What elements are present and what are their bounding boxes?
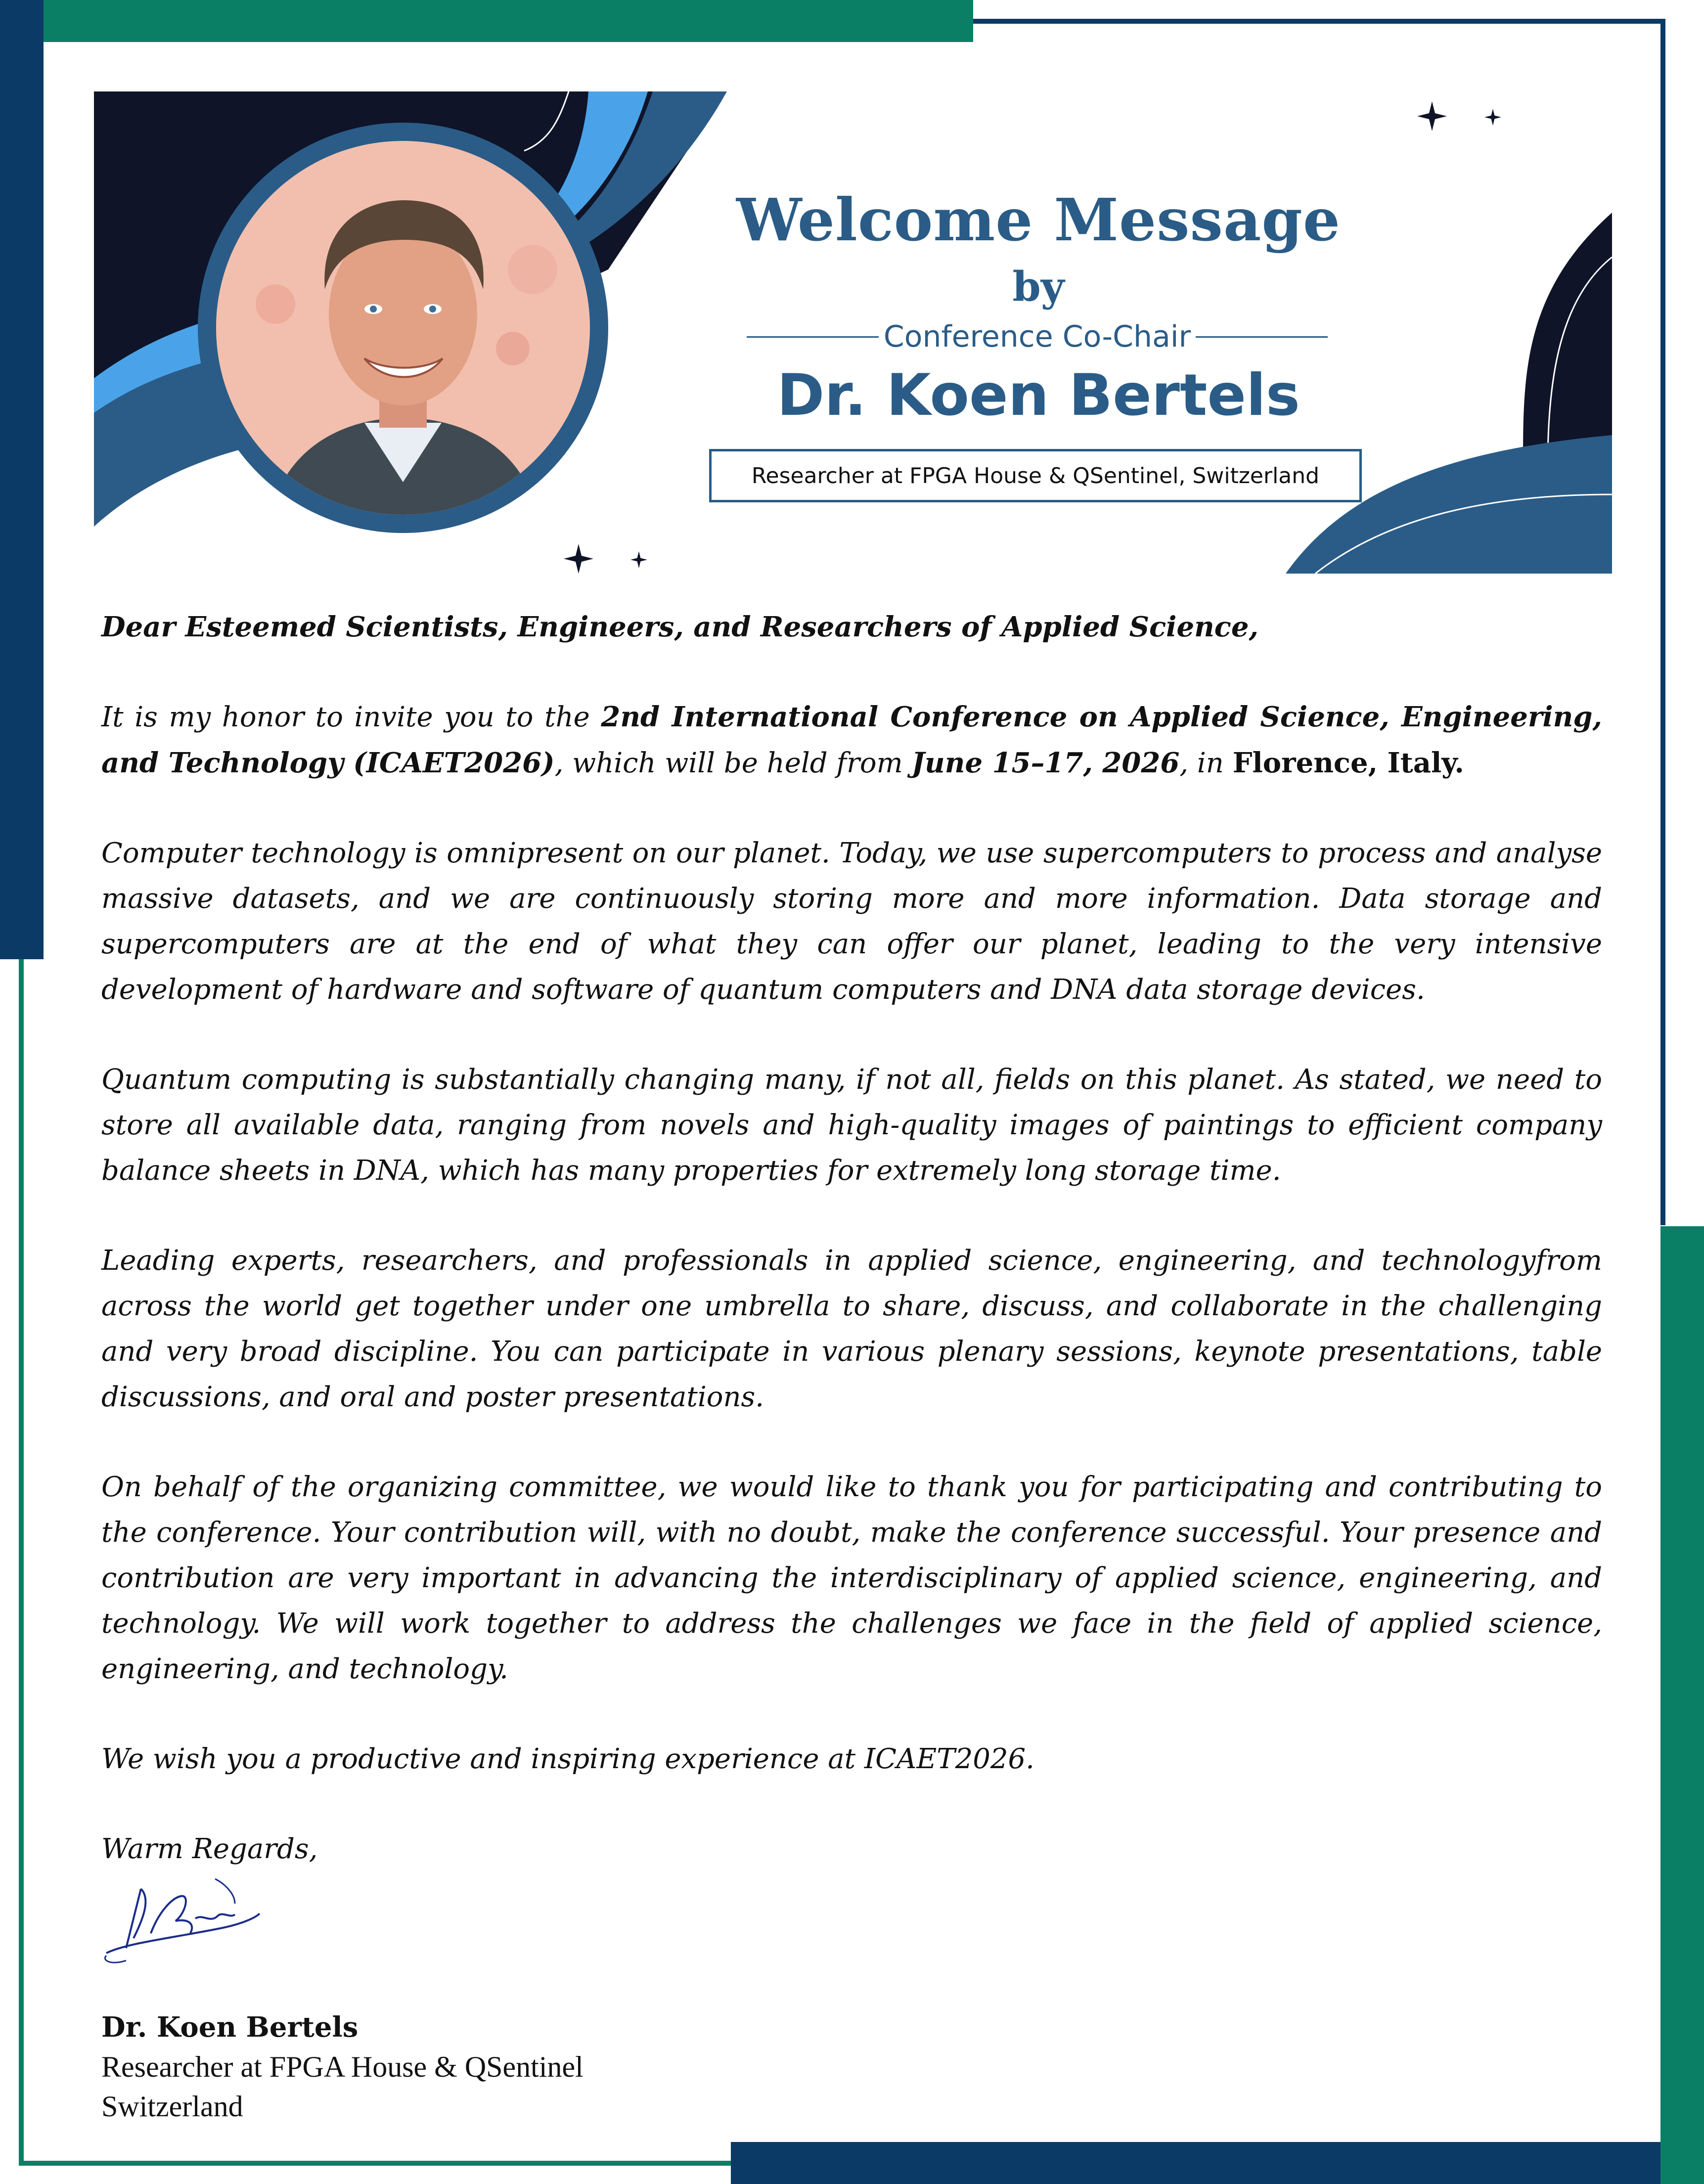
sparkle-icon-small xyxy=(630,551,647,568)
left-navy-bar xyxy=(0,0,44,959)
role-row xyxy=(747,315,1328,358)
page-title: Welcome Message xyxy=(736,185,1341,254)
p1-text-a: It is my honor to invite you to the xyxy=(101,701,601,733)
p1-text-c: , in xyxy=(1179,747,1233,779)
paragraph-2: Computer technology is omnipresent on our planet. Today, we use supercomputers to process and analyse massive datasets, and we are continuously storing more and more information. Data storage and supercomputers are at the end of what they can offer our planet, leading to the very intensive development of hardware and software of quantum computers and DNA data storage devices. xyxy=(101,837,1602,1006)
signoff-affiliation: Researcher at FPGA House & QSentinel xyxy=(101,2050,583,2083)
title-by: by xyxy=(1012,263,1065,311)
affiliation-box xyxy=(709,449,1362,502)
speaker-photo xyxy=(216,141,590,515)
divider-left xyxy=(747,336,879,338)
top-left-teal-bar xyxy=(0,0,973,42)
closing: Warm Regards, xyxy=(101,1833,318,1865)
speaker-name: Dr. Koen Bertels xyxy=(777,362,1300,429)
p1-text-b: , which will be held from xyxy=(554,747,912,779)
paragraph-3: Quantum computing is substantially changing many, if not all, fields on this planet. As stated, we need to store all available data, ranging from novels and high-quality images of paintings to efficient company balance sheets in DNA, which has many properties for extremely long storage time. xyxy=(101,1064,1602,1187)
navy-wave xyxy=(1523,213,1612,465)
conference-name: 2nd International Conference on Applied Science, Engineering, and Technology (ICAET2026) xyxy=(101,701,1602,779)
paragraph-5: On behalf of the organizing committee, we would like to thank you for participating and contributing to the conference. Your contribution will, with no doubt, make the conference successful. Your presence and contribution are very important in advancing the interdisciplinary of applied science, engineering, and technology. We will work together to address the challenges we face in the field of applied science, engineering, and technology. xyxy=(101,1471,1602,1685)
bottom-navy-bar xyxy=(731,2142,1660,2184)
role-label: Conference Co-Chair xyxy=(883,319,1191,354)
conference-place: Florence, Italy. xyxy=(1232,747,1464,779)
sparkle-icon xyxy=(1417,101,1447,131)
paragraph-6: We wish you a productive and inspiring experience at ICAET2026. xyxy=(101,1743,1034,1775)
letter-body xyxy=(101,604,1602,1912)
sparkle-icon-small xyxy=(1484,109,1501,126)
portrait-illustration xyxy=(216,141,590,515)
signoff-name: Dr. Koen Bertels xyxy=(101,2011,359,2044)
greeting: Dear Esteemed Scientists, Engineers, and Researchers of Applied Science, xyxy=(101,611,1259,643)
paragraph-4: Leading experts, researchers, and professionals in applied science, engineering, and technologyfrom across the world get together under one umbrella to share, discuss, and collaborate in the challenging and very broad discipline. You can participate in various plenary sessions, keynote presentations, table discussions, and oral and poster presentations. xyxy=(101,1245,1602,1413)
signature-image xyxy=(96,1869,265,1968)
signoff-block xyxy=(101,2007,794,2126)
conference-dates: June 15–17, 2026 xyxy=(911,747,1180,779)
affiliation-text: Researcher at FPGA House & QSentinel, Switzerland xyxy=(751,463,1320,489)
sparkle-icon xyxy=(564,544,593,574)
signoff-country: Switzerland xyxy=(101,2090,243,2123)
paragraph-invitation xyxy=(101,694,1602,786)
right-teal-bar xyxy=(1660,1226,1704,2184)
divider-right xyxy=(1196,336,1328,338)
